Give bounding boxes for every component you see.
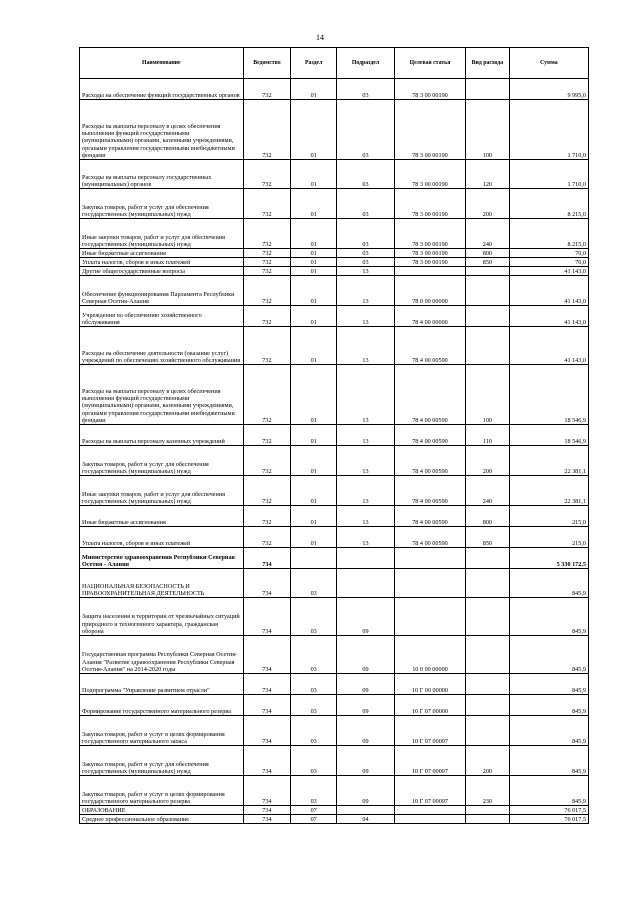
header-ved: Ведомство [243, 48, 291, 79]
cell-target-article [394, 548, 465, 569]
header-razdel: Раздел [291, 48, 337, 79]
cell-sum: 8 215,0 [509, 189, 588, 219]
cell-name: НАЦИОНАЛЬНАЯ БЕЗОПАСНОСТЬ И ПРАВООХРАНИТЕЛЬНАЯ ДЕЯТЕЛЬНОСТЬ [80, 569, 244, 598]
cell-ved: 734 [243, 806, 291, 815]
cell-podrazdel: 09 [337, 716, 395, 746]
table-row [80, 636, 589, 674]
cell-razdel: 01 [291, 425, 337, 446]
cell-ved: 732 [243, 258, 291, 267]
cell-ved: 734 [243, 746, 291, 776]
cell-razdel: 03 [291, 569, 337, 598]
cell-target-article: 78 4 00 00590 [394, 425, 465, 446]
cell-podrazdel: 09 [337, 695, 395, 716]
cell-expense-type [466, 716, 510, 746]
cell-expense-type: 850 [466, 258, 510, 267]
cell-ved: 732 [243, 527, 291, 548]
table-row [80, 506, 589, 527]
cell-ved: 732 [243, 189, 291, 219]
cell-podrazdel: 03 [337, 258, 395, 267]
cell-expense-type: 120 [466, 160, 510, 189]
cell-ved: 734 [243, 636, 291, 674]
cell-expense-type [466, 674, 510, 695]
cell-target-article [394, 267, 465, 276]
cell-razdel: 01 [291, 267, 337, 276]
cell-target-article [394, 569, 465, 598]
cell-name: Закупка товаров, работ и услуг в целях формирования государственного материального резерва [80, 776, 244, 806]
cell-expense-type [466, 815, 510, 824]
cell-target-article: 10 Г 07 00000 [394, 695, 465, 716]
cell-expense-type: 230 [466, 776, 510, 806]
cell-razdel: 03 [291, 674, 337, 695]
cell-razdel: 03 [291, 716, 337, 746]
cell-name: Другие общегосударственные вопросы [80, 267, 244, 276]
table-row [80, 365, 589, 425]
cell-sum: 41 143,0 [509, 306, 588, 327]
cell-expense-type [466, 695, 510, 716]
cell-sum: 22 381,1 [509, 476, 588, 506]
cell-target-article: 10 Г 07 00097 [394, 716, 465, 746]
cell-target-article: 78 3 00 00190 [394, 219, 465, 249]
cell-name: Закупка товаров, работ и услуг для обеспечения государственных (муниципальных) нужд [80, 446, 244, 476]
cell-ved: 732 [243, 425, 291, 446]
table-row [80, 160, 589, 189]
cell-expense-type: 800 [466, 249, 510, 258]
cell-razdel: 07 [291, 806, 337, 815]
header-target-article: Целевая статья [394, 48, 465, 79]
cell-sum: 215,0 [509, 506, 588, 527]
cell-razdel: 01 [291, 189, 337, 219]
cell-sum: 76 017,5 [509, 806, 588, 815]
header-podrazdel: Подраздел [337, 48, 395, 79]
table-row [80, 527, 589, 548]
table-row [80, 674, 589, 695]
cell-name: Формирование государственного материального резерва [80, 695, 244, 716]
cell-razdel: 01 [291, 446, 337, 476]
cell-target-article: 78 4 00 00590 [394, 506, 465, 527]
cell-name: Министерство здравоохранения Республики Северная Осетия - Алания [80, 548, 244, 569]
cell-podrazdel: 13 [337, 476, 395, 506]
cell-razdel: 01 [291, 219, 337, 249]
cell-name: Закупка товаров, работ и услуг для обеспечения государственных (муниципальных) нужд [80, 746, 244, 776]
cell-razdel: 01 [291, 258, 337, 267]
cell-ved: 734 [243, 716, 291, 746]
cell-sum: 845,9 [509, 636, 588, 674]
cell-ved: 734 [243, 569, 291, 598]
cell-podrazdel: 03 [337, 100, 395, 160]
page-number: 14 [316, 33, 324, 42]
cell-ved: 732 [243, 249, 291, 258]
table-body [80, 79, 589, 824]
cell-expense-type [466, 569, 510, 598]
cell-ved: 732 [243, 306, 291, 327]
cell-podrazdel: 09 [337, 746, 395, 776]
cell-razdel: 01 [291, 527, 337, 548]
cell-name: Среднее профессиональное образование [80, 815, 244, 824]
cell-expense-type: 850 [466, 527, 510, 548]
cell-sum: 70,0 [509, 249, 588, 258]
cell-podrazdel [337, 806, 395, 815]
cell-razdel: 01 [291, 79, 337, 100]
cell-razdel: 03 [291, 636, 337, 674]
cell-ved: 732 [243, 100, 291, 160]
table-row [80, 716, 589, 746]
cell-sum: 845,9 [509, 695, 588, 716]
cell-target-article: 78 0 00 00000 [394, 276, 465, 306]
cell-expense-type: 240 [466, 476, 510, 506]
cell-sum: 41 143,0 [509, 327, 588, 365]
cell-target-article: 78 3 00 00190 [394, 160, 465, 189]
cell-target-article [394, 598, 465, 636]
cell-ved: 734 [243, 598, 291, 636]
budget-table [79, 47, 589, 824]
cell-target-article: 78 4 00 00590 [394, 446, 465, 476]
cell-razdel: 01 [291, 506, 337, 527]
cell-name: Расходы на выплаты персоналу в целях обеспечения выполнения функций государственными (муниципальными) органами, казенными учреждениями, органами управления государственными внебюджетными фондами [80, 365, 244, 425]
cell-name: Подпрограмма "Управление развитием отрасли" [80, 674, 244, 695]
cell-name: Иные бюджетные ассигнования [80, 506, 244, 527]
cell-podrazdel: 13 [337, 276, 395, 306]
cell-target-article [394, 806, 465, 815]
table-row [80, 548, 589, 569]
cell-name: Расходы на выплаты персоналу в целях обеспечения выполнения функций государственными (муниципальными) органами, казенными учреждениями, органами управления государственными внебюджетными фондами [80, 100, 244, 160]
header-expense-type: Вид расхода [466, 48, 510, 79]
cell-name: Уплата налогов, сборов и иных платежей [80, 527, 244, 548]
cell-sum: 845,9 [509, 776, 588, 806]
cell-ved: 732 [243, 79, 291, 100]
table-row [80, 189, 589, 219]
cell-razdel: 03 [291, 598, 337, 636]
table-row [80, 776, 589, 806]
cell-ved: 732 [243, 365, 291, 425]
cell-podrazdel: 13 [337, 267, 395, 276]
cell-sum: 22 381,1 [509, 446, 588, 476]
table-row [80, 446, 589, 476]
table-row [80, 569, 589, 598]
cell-sum: 8 215,0 [509, 219, 588, 249]
cell-expense-type [466, 327, 510, 365]
cell-name: ОБРАЗОВАНИЕ [80, 806, 244, 815]
cell-expense-type [466, 806, 510, 815]
cell-name: Государственная программа Республики Северная Осетия-Алания "Развитие здравоохранения Республики Северная Осетия-Алания" на 2014-2020 годы [80, 636, 244, 674]
cell-sum: 845,9 [509, 569, 588, 598]
cell-expense-type: 800 [466, 506, 510, 527]
cell-ved: 732 [243, 476, 291, 506]
cell-podrazdel: 03 [337, 160, 395, 189]
header-sum: Сумма [509, 48, 588, 79]
cell-target-article: 78 4 00 00590 [394, 327, 465, 365]
cell-expense-type [466, 636, 510, 674]
cell-target-article: 78 4 00 00000 [394, 306, 465, 327]
cell-target-article: 78 4 00 00590 [394, 476, 465, 506]
cell-target-article [394, 815, 465, 824]
cell-podrazdel: 13 [337, 306, 395, 327]
cell-name: Закупка товаров, работ и услуг в целях формирования государственного материального запаса [80, 716, 244, 746]
table-row [80, 219, 589, 249]
table-row [80, 695, 589, 716]
cell-name: Расходы на выплаты персоналу казенных учреждений [80, 425, 244, 446]
cell-sum: 1 710,0 [509, 100, 588, 160]
cell-target-article: 78 3 00 00190 [394, 100, 465, 160]
cell-podrazdel [337, 548, 395, 569]
cell-name: Иные закупки товаров, работ и услуг для обеспечения государственных (муниципальных) нужд [80, 476, 244, 506]
cell-target-article: 78 3 00 00190 [394, 79, 465, 100]
table-row [80, 267, 589, 276]
cell-expense-type: 200 [466, 746, 510, 776]
cell-ved: 732 [243, 267, 291, 276]
cell-target-article: 10 0 00 00000 [394, 636, 465, 674]
cell-ved: 732 [243, 446, 291, 476]
header-name: Наименование [80, 48, 244, 79]
cell-podrazdel: 13 [337, 327, 395, 365]
cell-name: Расходы на выплаты персоналу государственных (муниципальных) органов [80, 160, 244, 189]
table-row [80, 100, 589, 160]
cell-sum: 845,9 [509, 716, 588, 746]
cell-podrazdel: 13 [337, 446, 395, 476]
cell-razdel: 01 [291, 100, 337, 160]
cell-name: Учреждения по обеспечению хозяйственного обслуживания [80, 306, 244, 327]
cell-razdel: 01 [291, 249, 337, 258]
cell-expense-type: 100 [466, 365, 510, 425]
cell-podrazdel: 03 [337, 219, 395, 249]
cell-sum: 76 017,5 [509, 815, 588, 824]
cell-name: Расходы на обеспечение функций государственных органов [80, 79, 244, 100]
table-row [80, 425, 589, 446]
cell-target-article: 78 3 00 00190 [394, 249, 465, 258]
cell-razdel: 01 [291, 306, 337, 327]
cell-name: Расходы на обеспечение деятельности (оказание услуг) учреждений по обеспечению хозяйственного обслуживания [80, 327, 244, 365]
table-row [80, 276, 589, 306]
cell-sum: 9 995,0 [509, 79, 588, 100]
cell-ved: 732 [243, 327, 291, 365]
cell-razdel: 01 [291, 276, 337, 306]
table-row [80, 598, 589, 636]
cell-ved: 734 [243, 695, 291, 716]
cell-razdel: 03 [291, 776, 337, 806]
table-row [80, 249, 589, 258]
cell-target-article: 78 3 00 00190 [394, 189, 465, 219]
cell-expense-type [466, 267, 510, 276]
cell-expense-type [466, 276, 510, 306]
cell-podrazdel: 13 [337, 425, 395, 446]
cell-ved: 732 [243, 219, 291, 249]
cell-razdel [291, 548, 337, 569]
cell-podrazdel [337, 569, 395, 598]
cell-sum: 41 143,0 [509, 276, 588, 306]
cell-podrazdel: 13 [337, 506, 395, 527]
table-row [80, 327, 589, 365]
cell-sum: 41 143,0 [509, 267, 588, 276]
cell-sum: 18 546,9 [509, 425, 588, 446]
table-row [80, 746, 589, 776]
cell-ved: 732 [243, 506, 291, 527]
cell-expense-type [466, 306, 510, 327]
table-row [80, 258, 589, 267]
cell-podrazdel: 09 [337, 674, 395, 695]
cell-expense-type: 110 [466, 425, 510, 446]
cell-podrazdel: 09 [337, 776, 395, 806]
table-row [80, 806, 589, 815]
cell-razdel: 07 [291, 815, 337, 824]
cell-expense-type [466, 548, 510, 569]
cell-sum: 1 710,0 [509, 160, 588, 189]
table-row [80, 306, 589, 327]
cell-target-article: 78 4 00 00590 [394, 365, 465, 425]
table-row [80, 815, 589, 824]
cell-razdel: 03 [291, 695, 337, 716]
cell-target-article: 10 Г 07 00097 [394, 776, 465, 806]
cell-podrazdel: 03 [337, 189, 395, 219]
cell-sum: 18 546,9 [509, 365, 588, 425]
cell-target-article: 78 4 00 00590 [394, 527, 465, 548]
cell-name: Иные закупки товаров, работ и услуг для обеспечения государственных (муниципальных) нужд [80, 219, 244, 249]
cell-sum: 215,0 [509, 527, 588, 548]
cell-podrazdel: 03 [337, 249, 395, 258]
cell-sum: 845,9 [509, 674, 588, 695]
cell-name: Уплата налогов, сборов и иных платежей [80, 258, 244, 267]
cell-name: Иные бюджетные ассигнования [80, 249, 244, 258]
cell-target-article: 10 Г 07 00097 [394, 746, 465, 776]
cell-target-article: 78 3 00 00190 [394, 258, 465, 267]
cell-expense-type [466, 79, 510, 100]
cell-ved: 734 [243, 776, 291, 806]
cell-expense-type: 240 [466, 219, 510, 249]
cell-expense-type: 200 [466, 446, 510, 476]
cell-name: Обеспечение функционирования Парламента Республики Северная Осетия-Алания [80, 276, 244, 306]
table-row [80, 476, 589, 506]
cell-podrazdel: 03 [337, 79, 395, 100]
cell-razdel: 03 [291, 746, 337, 776]
table-row [80, 79, 589, 100]
cell-ved: 734 [243, 674, 291, 695]
cell-expense-type [466, 598, 510, 636]
cell-ved: 732 [243, 160, 291, 189]
cell-ved: 734 [243, 548, 291, 569]
cell-podrazdel: 04 [337, 815, 395, 824]
cell-razdel: 01 [291, 327, 337, 365]
cell-ved: 732 [243, 276, 291, 306]
cell-ved: 734 [243, 815, 291, 824]
table-header-row [80, 48, 589, 79]
cell-podrazdel: 13 [337, 365, 395, 425]
cell-podrazdel: 13 [337, 527, 395, 548]
cell-razdel: 01 [291, 365, 337, 425]
cell-target-article: 10 Г 00 00000 [394, 674, 465, 695]
cell-expense-type: 100 [466, 100, 510, 160]
cell-podrazdel: 09 [337, 636, 395, 674]
cell-name: Закупка товаров, работ и услуг для обеспечения государственных (муниципальных) нужд [80, 189, 244, 219]
cell-name: Защита населения и территории от чрезвычайных ситуаций природного и техногенного характера, гражданская оборона [80, 598, 244, 636]
cell-razdel: 01 [291, 476, 337, 506]
cell-expense-type: 200 [466, 189, 510, 219]
cell-podrazdel: 09 [337, 598, 395, 636]
cell-sum: 845,9 [509, 598, 588, 636]
cell-sum: 845,9 [509, 746, 588, 776]
cell-razdel: 01 [291, 160, 337, 189]
cell-sum: 5 330 172,5 [509, 548, 588, 569]
cell-sum: 70,0 [509, 258, 588, 267]
